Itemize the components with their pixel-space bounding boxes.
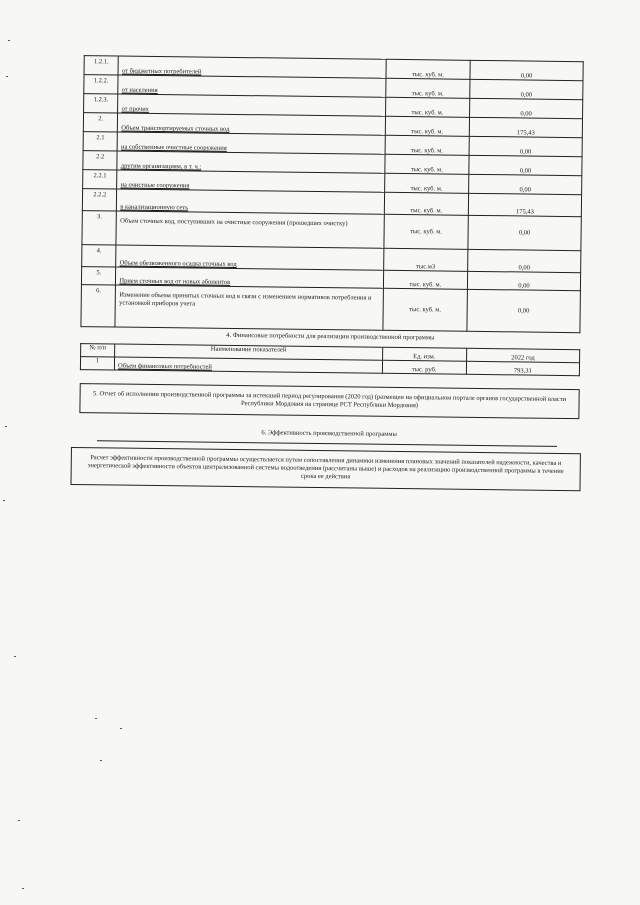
row-unit: тыс. куб. м.: [383, 288, 468, 331]
row-number: 6.: [81, 285, 116, 327]
row-name: Объем сточных вод, поступивших на очистные сооружения (прошедших очистку): [116, 211, 384, 248]
row-value: 0,00: [470, 98, 583, 118]
row-number: 1.2.1.: [84, 56, 119, 75]
scan-speck: [5, 426, 7, 427]
row-unit: тыс. куб. м.: [383, 270, 468, 289]
row-unit: тыс. куб. м.: [385, 135, 470, 155]
scan-speck: [95, 718, 97, 719]
row-number: 5.: [81, 267, 116, 285]
row-value: 0,00: [468, 215, 581, 250]
row-number: 1.2.2.: [84, 75, 119, 94]
row-name: в канализационную сеть: [117, 189, 385, 214]
row-number: 1.2.3.: [84, 94, 119, 113]
row-value: 793,31: [466, 361, 579, 375]
row-number: 3.: [82, 211, 117, 245]
row-unit: тыс. куб. м.: [385, 154, 470, 174]
row-name: от прочих: [118, 94, 386, 116]
header-unit: Ед. изм.: [382, 347, 466, 361]
scan-speck: [8, 40, 10, 41]
row-number: 4.: [82, 245, 117, 267]
row-unit: тыс. куб. м.: [384, 192, 469, 215]
row-value: 0,00: [468, 249, 581, 272]
row-unit: тыс. куб. м.: [385, 116, 470, 136]
row-name: Изменение объема принятых сточных вод в связи с изменением нормативов потребления и установкой приборов учета: [115, 285, 383, 330]
row-number: 2.2: [83, 151, 118, 170]
row-number: 2.: [83, 113, 118, 132]
report-section: 5. Отчет об исполнении производственной программы за истекший период регулирования (2020 год) (размещен на официальном портале органов государственной власти Республики Мордовия на странице РСТ Республики Мордовия): [79, 383, 579, 419]
section-divider: [97, 440, 557, 447]
row-name: Объем транспортируемых сточных вод: [118, 113, 386, 135]
row-unit: тыс. куб. м.: [386, 59, 471, 79]
row-value: 175,43: [468, 193, 581, 216]
row-name: Прием сточных вод от новых абонентов: [116, 267, 384, 288]
row-name: Объем финансовых потребностей: [115, 357, 383, 373]
row-name: на собственные очистные сооружения: [117, 132, 385, 154]
row-value: 0,00: [469, 174, 582, 194]
row-name: другим организациям, в т. ч.:: [117, 151, 385, 173]
row-name: на очистные сооружения: [117, 170, 385, 192]
row-unit: тыс. куб. м.: [384, 173, 469, 193]
row-number: 2.2.1: [83, 170, 118, 189]
header-name: Наименование показателей: [115, 344, 383, 360]
row-name: от населения: [118, 75, 386, 97]
row-unit: тыс. куб. м.: [385, 97, 470, 117]
row-value: 0,00: [469, 155, 582, 175]
scan-speck: [22, 888, 24, 889]
row-name: от бюджетных потребителей: [118, 56, 386, 78]
header-number: № п/п: [81, 344, 115, 357]
table-row: [81, 285, 580, 333]
row-unit: тыс. руб.: [382, 360, 466, 374]
row-value: 0,00: [470, 79, 583, 99]
header-year: 2022 год: [466, 348, 579, 362]
scan-speck: [100, 760, 102, 761]
row-unit: тыс. куб. м.: [384, 214, 469, 249]
scan-speck: [120, 728, 122, 729]
row-number: 2.1: [83, 132, 118, 151]
efficiency-section: Расчет эффективности производственной программы осуществляется путем сопоставления динамики изменения плановых значений показателей надежности, качества и энергетической эффективности объектов централизованной системы водоотведения (рассчитаны выше) и расходов на реализацию производственной программы в течение срока ее действия: [70, 447, 580, 491]
row-value: 175,43: [469, 117, 582, 137]
row-unit: тыс.м3: [383, 248, 468, 271]
row-number: 1: [80, 357, 114, 370]
scan-speck: [3, 500, 5, 501]
financial-needs-table: [80, 343, 580, 376]
row-value: 0,00: [467, 289, 580, 332]
row-value: 0,00: [469, 136, 582, 156]
scan-speck: [18, 820, 20, 821]
efficiency-section-title: 6. Эффективность производственной программы: [261, 429, 397, 438]
row-value: 0,00: [470, 60, 583, 80]
financial-section-title: 4. Финансовые потребности для реализации производственной программы: [226, 331, 435, 342]
row-number: 2.2.2: [82, 189, 117, 211]
row-value: 0,00: [467, 271, 580, 290]
scan-speck: [14, 656, 16, 657]
scan-speck: [6, 76, 8, 77]
document-content: [2, 0, 640, 481]
row-name: Объем обезвоженного осадка сточных вод: [116, 245, 384, 270]
row-unit: тыс. куб. м.: [386, 78, 471, 98]
wastewater-volume-table: [80, 55, 583, 333]
